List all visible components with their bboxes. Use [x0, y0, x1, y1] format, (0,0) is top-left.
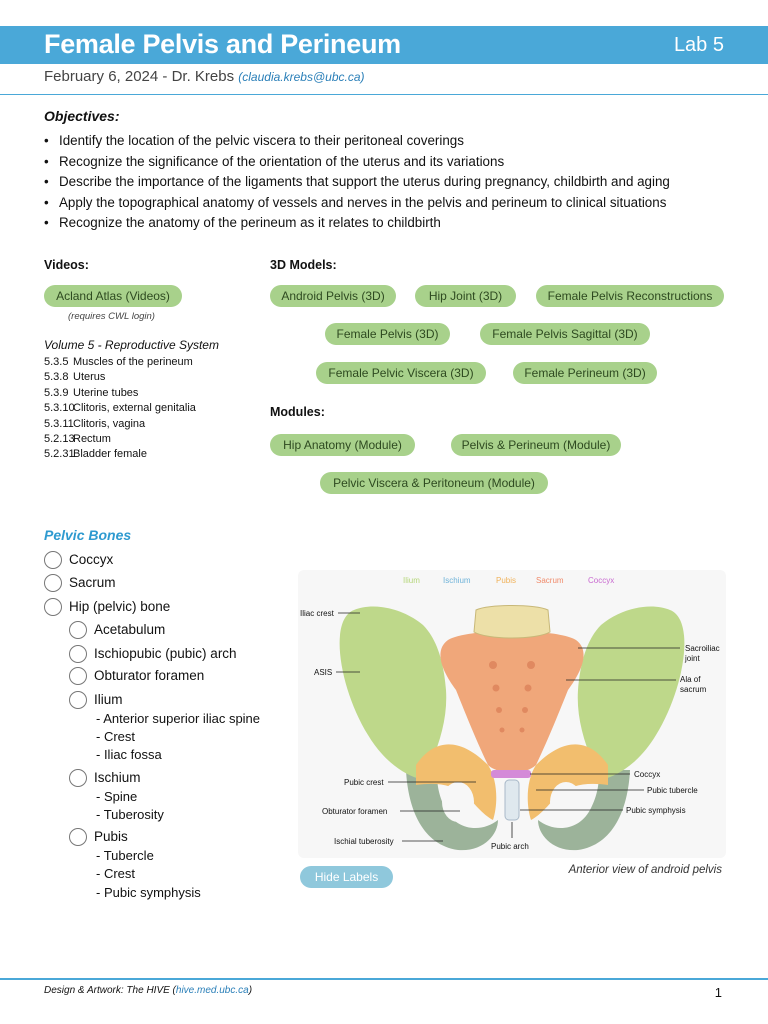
legend-pubis: Pubis [496, 576, 517, 585]
pubis-sub-item: - Crest [96, 866, 135, 881]
objective-item: • Recognize the significance of the orientation of the uterus and its variations [44, 152, 744, 173]
sacrum-label: Sacrum [69, 575, 116, 590]
hip-joint-button[interactable]: Hip Joint (3D) [415, 285, 516, 307]
ischium-checkbox[interactable] [69, 769, 87, 787]
author-email[interactable]: (claudia.krebs@ubc.ca) [238, 70, 365, 84]
legend-sacrum: Sacrum [536, 576, 564, 585]
date-author-line [44, 68, 365, 85]
pelvis-illustration [298, 570, 726, 858]
label-pubic-crest: Pubic crest [344, 778, 384, 787]
ischiopubic-arch-checkbox[interactable] [69, 645, 87, 663]
label-pubic-symphysis: Pubic symphysis [626, 806, 686, 815]
video-item[interactable]: 5.3.8 Uterus [44, 371, 106, 384]
pubis-checkbox[interactable] [69, 828, 87, 846]
sacrum-checkbox[interactable] [44, 574, 62, 592]
label-joint: joint [685, 654, 700, 663]
figure-caption: Anterior view of android pelvis [568, 864, 722, 876]
page-number: 1 [714, 985, 722, 1000]
models-heading: 3D Models: [270, 258, 337, 272]
pubis-sub-item: - Tubercle [96, 848, 154, 863]
page-title: Female Pelvis and Perineum [44, 29, 401, 59]
female-pelvis-button[interactable]: Female Pelvis (3D) [325, 323, 450, 345]
ilium-sub-item: - Anterior superior iliac spine [96, 711, 261, 726]
video-item[interactable]: 5.3.11Clitoris, vagina [44, 417, 146, 430]
legend-ilium: Ilium [403, 576, 420, 585]
ischium-sub-item: - Tuberosity [96, 807, 164, 822]
header-divider [0, 94, 768, 95]
label-sacroiliac: Sacroiliac [685, 644, 720, 653]
objective-item: • Recognize the anatomy of the perineum as it relates to childbirth [44, 213, 744, 234]
label-pubic-tubercle: Pubic tubercle [647, 786, 698, 795]
objective-item: • Identify the location of the pelvic viscera to their peritoneal coverings [44, 131, 744, 152]
acland-atlas-button[interactable]: Acland Atlas (Videos) [44, 285, 182, 307]
label-sacrum: sacrum [680, 685, 707, 694]
ilium-checkbox[interactable] [69, 691, 87, 709]
label-ala-of: Ala of [680, 675, 701, 684]
female-pelvis-sagittal-button[interactable]: Female Pelvis Sagittal (3D) [480, 323, 650, 345]
ischium-label: Ischium [94, 770, 141, 785]
female-pelvis-reconstructions-button[interactable]: Female Pelvis Reconstructions [536, 285, 724, 307]
label-iliac-crest: Iliac crest [300, 609, 334, 618]
hip-bone-checkbox[interactable] [44, 598, 62, 616]
footer-divider [0, 978, 768, 980]
pubic-symphysis-shape [505, 780, 519, 820]
objective-item: • Describe the importance of the ligaments that support the uterus during pregnancy, childbirth and aging [44, 172, 744, 193]
video-item[interactable]: 5.2.13Rectum [44, 433, 111, 446]
hive-link[interactable]: hive.med.ubc.ca [175, 985, 249, 996]
objective-item: • Apply the topographical anatomy of vessels and nerves in the pelvis and perineum to clinical situations [44, 193, 744, 214]
female-perineum-button[interactable]: Female Perineum (3D) [513, 362, 657, 384]
ilium-label: Ilium [94, 692, 123, 707]
pelvic-bones-heading: Pelvic Bones [44, 527, 132, 543]
legend-coccyx: Coccyx [588, 576, 615, 585]
video-item[interactable]: 5.3.5 Muscles of the perineum [44, 356, 193, 368]
label-obturator-foramen: Obturator foramen [322, 807, 388, 816]
pubis-sub-item: - Pubic symphysis [96, 885, 201, 900]
ischium-sub-item: - Spine [96, 789, 138, 804]
hide-labels-button[interactable]: Hide Labels [300, 866, 393, 888]
lab-number: Lab 5 [673, 34, 724, 56]
right-obturator-foramen [550, 782, 582, 822]
label-coccyx: Coccyx [634, 770, 661, 779]
ilium-sub-item: - Crest [96, 729, 135, 744]
label-asis: ASIS [314, 668, 333, 677]
ilium-sub-item: - Iliac fossa [96, 747, 162, 762]
pelvis-perineum-module-button[interactable]: Pelvis & Perineum (Module) [451, 434, 621, 456]
android-pelvis-button[interactable]: Android Pelvis (3D) [270, 285, 396, 307]
coccyx-checkbox[interactable] [44, 551, 62, 569]
objectives-list [44, 131, 744, 234]
label-pubic-arch: Pubic arch [491, 842, 529, 851]
hip-bone-label: Hip (pelvic) bone [69, 599, 171, 614]
date-author: February 6, 2024 - Dr. Krebs [44, 68, 235, 85]
obturator-foramen-label: Obturator foramen [94, 668, 205, 683]
coccyx-shape [491, 770, 531, 778]
objectives-heading: Objectives: [44, 108, 120, 124]
acetabulum-label: Acetabulum [94, 622, 166, 637]
volume-title: Volume 5 - Reproductive System [44, 338, 219, 352]
video-list [44, 355, 196, 463]
video-item[interactable]: 5.3.10Clitoris, external genitalia [44, 402, 196, 415]
lumbar-vertebra-shape [474, 606, 550, 639]
hip-anatomy-module-button[interactable]: Hip Anatomy (Module) [270, 434, 415, 456]
videos-heading: Videos: [44, 258, 89, 272]
female-pelvic-viscera-button[interactable]: Female Pelvic Viscera (3D) [316, 362, 486, 384]
modules-heading: Modules: [270, 405, 325, 419]
video-item[interactable]: 5.3.9 Uterine tubes [44, 386, 139, 399]
legend-ischium: Ischium [443, 576, 471, 585]
obturator-foramen-checkbox[interactable] [69, 667, 87, 685]
label-ischial-tuberosity: Ischial tuberosity [334, 837, 394, 846]
left-obturator-foramen [442, 782, 474, 822]
ischiopubic-arch-label: Ischiopubic (pubic) arch [94, 646, 237, 661]
acetabulum-checkbox[interactable] [69, 621, 87, 639]
header-bar [0, 26, 768, 64]
video-item[interactable]: 5.2.31Bladder female [44, 448, 147, 461]
cwl-note: (requires CWL login) [68, 311, 155, 322]
coccyx-label: Coccyx [69, 552, 114, 567]
pelvic-viscera-module-button[interactable]: Pelvic Viscera & Peritoneum (Module) [320, 472, 548, 494]
footer-credit: Design & Artwork: The HIVE (hive.med.ubc.ca) [44, 985, 253, 996]
pubis-label: Pubis [94, 829, 128, 844]
